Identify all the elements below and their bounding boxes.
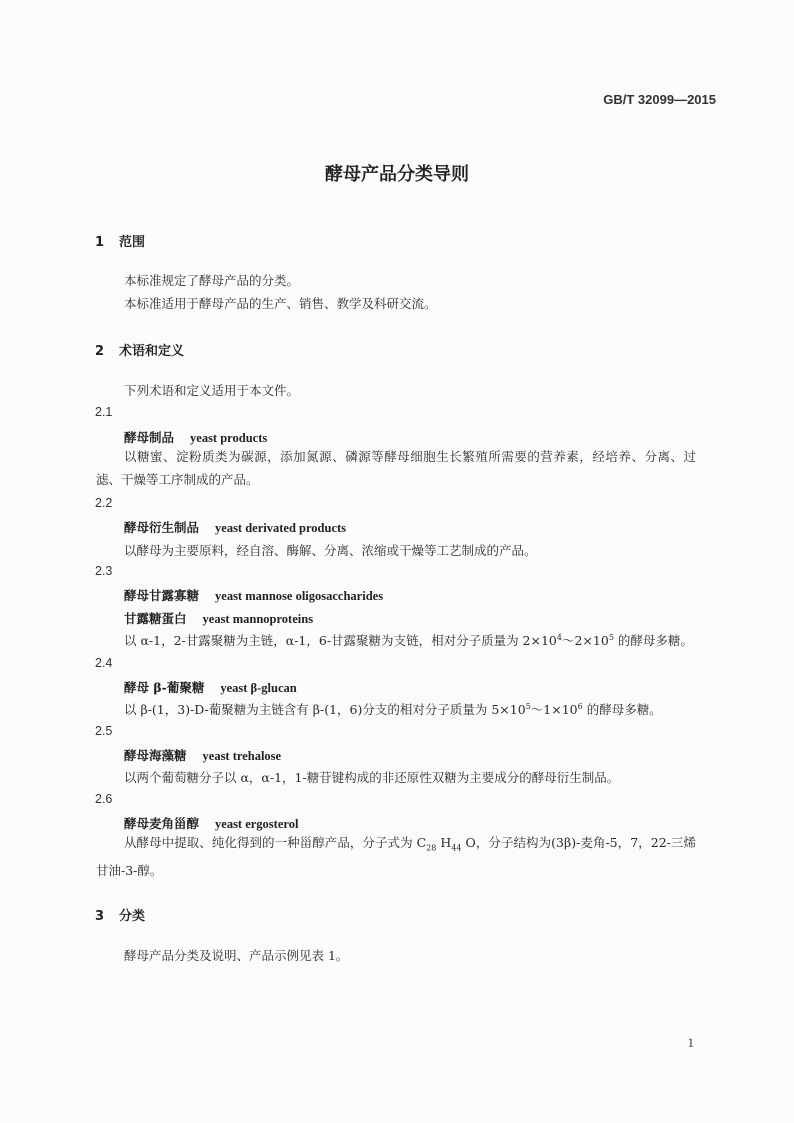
term-definition: 以两个葡萄糖分子以 α，α-1，1-糖苷键构成的非还原性双糖为主要成分的酵母衍生制品。 (124, 770, 620, 785)
definition-text: O，分子结构为(3β)-麦角-5，7，22-三烯甘油-3-醇。 (96, 835, 697, 878)
term-en: yeast β-glucan (220, 681, 297, 695)
term-zh: 酵母海藻糖 (124, 748, 187, 763)
term-en: yeast derivated products (215, 521, 347, 535)
exponent: 4 (556, 632, 562, 642)
section-number: 3 (95, 909, 105, 924)
term-definition (124, 700, 662, 718)
term-number: 2.1 (95, 405, 113, 419)
term-zh: 酵母制品 (124, 430, 175, 445)
scope-paragraph-1: 本标准规定了酵母产品的分类。 (124, 273, 300, 288)
definition-text: H (436, 835, 452, 850)
term-number: 2.5 (95, 724, 113, 738)
definition-text: ～2×10 (561, 633, 609, 648)
term-heading (124, 746, 281, 764)
definition-text: ～1×10 (530, 702, 578, 717)
subscript: 44 (451, 843, 462, 853)
term-definition (124, 631, 693, 649)
term-en: yeast ergosterol (215, 817, 299, 831)
term-number: 2.3 (95, 564, 113, 578)
document-title: 酵母产品分类导则 (325, 164, 469, 185)
term-heading (124, 428, 267, 446)
term-definition: 以酵母为主要原料，经自溶、酶解、分离、浓缩或干燥等工艺制成的产品。 (124, 543, 537, 558)
definition-text: 的酵母多糖。 (613, 633, 693, 648)
scope-paragraph-2: 本标准适用于酵母产品的生产、销售、教学及科研交流。 (124, 296, 437, 311)
term-zh: 酵母麦角甾醇 (124, 816, 200, 831)
definition-text: 以 β-(1，3)-D-葡聚糖为主链含有 β-(1，6)分支的相对分子质量为 5×10 (124, 702, 526, 717)
term-zh: 酵母甘露寡糖 (124, 588, 200, 603)
section-number: 2 (95, 344, 105, 359)
term-number: 2.2 (95, 496, 113, 510)
term-en: yeast products (190, 431, 268, 445)
page-number: 1 (687, 1035, 694, 1050)
term-heading (124, 586, 383, 604)
subscript: 28 (426, 843, 437, 853)
term-heading-alt (124, 609, 313, 627)
section-3-heading (95, 905, 145, 924)
definition-text: 从酵母中提取、纯化得到的一种甾醇产品，分子式为 C (124, 835, 427, 850)
exponent: 6 (577, 701, 583, 711)
section-1-heading (95, 231, 145, 250)
term-definition (96, 832, 696, 883)
term-zh: 酵母 β-葡聚糖 (124, 680, 205, 695)
term-en: yeast mannose oligosaccharides (215, 589, 384, 603)
exponent: 5 (525, 701, 531, 711)
term-zh: 甘露糖蛋白 (124, 611, 187, 626)
section-2-heading (95, 340, 184, 359)
classification-paragraph: 酵母产品分类及说明、产品示例见表 1。 (124, 948, 349, 963)
standard-code: GB/T 32099—2015 (603, 92, 716, 107)
term-heading (124, 518, 346, 536)
term-number: 2.6 (95, 792, 113, 806)
term-en: yeast mannoproteins (202, 612, 314, 626)
section-number: 1 (95, 235, 105, 250)
definition-text: 的酵母多糖。 (582, 702, 662, 717)
exponent: 5 (608, 632, 614, 642)
section-title: 术语和定义 (119, 344, 185, 359)
terms-intro: 下列术语和定义适用于本文件。 (124, 383, 300, 398)
term-heading (124, 814, 298, 832)
term-definition: 以糖蜜、淀粉质类为碳源，添加氮源、磷源等酵母细胞生长繁殖所需要的营养素，经培养、分离、过滤、干燥等工序制成的产品。 (96, 449, 696, 487)
term-heading (124, 678, 297, 696)
section-title: 分类 (119, 909, 146, 924)
definition-text: 以 α-1，2-甘露聚糖为主链，α-1，6-甘露聚糖为支链，相对分子质量为 2×10 (124, 633, 557, 648)
term-en: yeast trehalose (202, 749, 282, 763)
section-title: 范围 (119, 235, 146, 250)
term-zh: 酵母衍生制品 (124, 520, 200, 535)
term-number: 2.4 (95, 656, 113, 670)
